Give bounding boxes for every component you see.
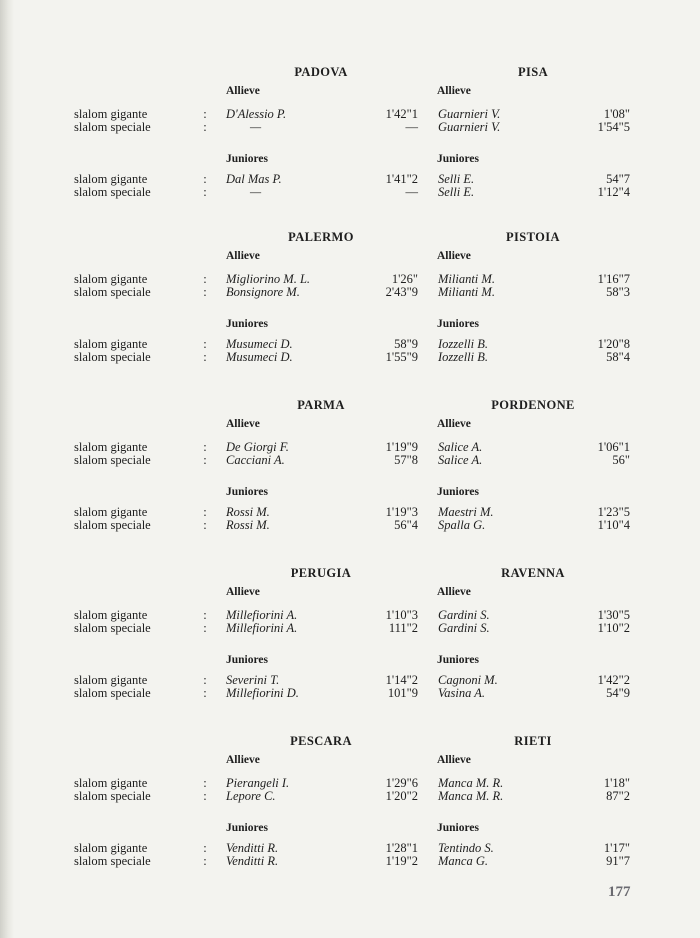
event-label: slalom speciale — [74, 518, 151, 532]
athlete-name: Millefiorini A. — [226, 608, 298, 622]
event-label: slalom gigante — [74, 505, 148, 519]
race-time: 1'08" — [603, 107, 630, 121]
separator: : — [203, 107, 207, 121]
athlete-name: D'Alessio P. — [226, 107, 287, 121]
athlete-name: Severini T. — [226, 673, 280, 687]
separator: : — [203, 686, 207, 700]
race-time: 56"4 — [394, 518, 418, 532]
race-time: — — [405, 185, 418, 199]
race-time: 1'30"5 — [597, 608, 630, 622]
category-juniores: Juniores — [437, 654, 479, 666]
athlete-name: Manca M. R. — [438, 776, 504, 790]
athlete-name: Selli E. — [438, 172, 475, 186]
event-label: slalom gigante — [74, 272, 148, 286]
race-time: 1'19"2 — [385, 854, 418, 868]
event-label: slalom gigante — [74, 776, 148, 790]
race-time: 1'18" — [603, 776, 630, 790]
event-label: slalom gigante — [74, 107, 148, 121]
event-label: slalom speciale — [74, 621, 151, 635]
separator: : — [203, 337, 207, 351]
race-time: 1'06"1 — [597, 440, 630, 454]
athlete-name: Gardini S. — [438, 608, 490, 622]
athlete-name: Migliorino M. L. — [226, 272, 311, 286]
results-section — [0, 65, 700, 230]
race-time: 57"8 — [394, 453, 418, 467]
race-time: 1'42"2 — [597, 673, 630, 687]
race-time: 58"3 — [606, 285, 630, 299]
athlete-name: Salice A. — [438, 440, 483, 454]
city-heading: PORDENONE — [491, 398, 575, 412]
result-row — [0, 186, 700, 199]
race-time: 111"2 — [388, 621, 418, 635]
race-time: 1'26" — [391, 272, 418, 286]
race-time: 1'55"9 — [385, 350, 418, 364]
athlete-name: Millefiorini D. — [226, 686, 299, 700]
results-section — [0, 566, 700, 731]
city-heading: PADOVA — [294, 65, 348, 79]
result-row — [0, 622, 700, 635]
race-time: 1'17" — [603, 841, 630, 855]
athlete-name: Iozzelli B. — [438, 350, 488, 364]
separator: : — [203, 789, 207, 803]
category-juniores: Juniores — [437, 318, 479, 330]
results-section — [0, 734, 700, 899]
separator: : — [203, 172, 207, 186]
results-section — [0, 230, 700, 395]
result-row — [0, 286, 700, 299]
event-label: slalom gigante — [74, 841, 148, 855]
athlete-name: Bonsignore M. — [226, 285, 300, 299]
result-row — [0, 121, 700, 134]
athlete-name: Spalla G. — [438, 518, 486, 532]
city-heading: RIETI — [514, 734, 552, 748]
event-label: slalom gigante — [74, 608, 148, 622]
category-allieve: Allieve — [437, 418, 471, 430]
separator: : — [203, 776, 207, 790]
race-time: 87"2 — [606, 789, 630, 803]
category-allieve: Allieve — [226, 418, 260, 430]
race-time: 1'20"2 — [385, 789, 418, 803]
event-label: slalom speciale — [74, 185, 151, 199]
category-juniores: Juniores — [226, 153, 268, 165]
race-time: 58"9 — [394, 337, 418, 351]
category-allieve: Allieve — [226, 586, 260, 598]
city-heading: PERUGIA — [290, 566, 352, 580]
athlete-name: Musumeci D. — [226, 337, 293, 351]
athlete-name: Cagnoni M. — [438, 673, 498, 687]
athlete-name: Pierangeli I. — [226, 776, 290, 790]
result-row — [0, 855, 700, 868]
athlete-name: Iozzelli B. — [438, 337, 488, 351]
category-juniores: Juniores — [226, 486, 268, 498]
athlete-name: Dal Mas P. — [226, 172, 282, 186]
event-label: slalom speciale — [74, 350, 151, 364]
event-label: slalom speciale — [74, 120, 151, 134]
event-label: slalom speciale — [74, 686, 151, 700]
category-juniores: Juniores — [437, 822, 479, 834]
athlete-name: Gardini S. — [438, 621, 490, 635]
result-row — [0, 454, 700, 467]
separator: : — [203, 350, 207, 364]
race-time: 101"9 — [387, 686, 418, 700]
athlete-name: Salice A. — [438, 453, 483, 467]
race-time: 1'10"3 — [385, 608, 418, 622]
race-time: 1'10"2 — [597, 621, 630, 635]
page-number: 177 — [608, 884, 631, 900]
race-time: 1'29"6 — [385, 776, 418, 790]
race-time: 91"7 — [606, 854, 630, 868]
category-juniores: Juniores — [226, 822, 268, 834]
athlete-name: Vasina A. — [438, 686, 485, 700]
athlete-name: Rossi M. — [226, 518, 270, 532]
event-label: slalom speciale — [74, 285, 151, 299]
separator: : — [203, 518, 207, 532]
separator: : — [203, 505, 207, 519]
athlete-name: Selli E. — [438, 185, 475, 199]
race-time: 1'16"7 — [597, 272, 630, 286]
separator: : — [203, 673, 207, 687]
athlete-name: Milianti M. — [438, 272, 495, 286]
separator: : — [203, 272, 207, 286]
athlete-name: Guarnieri V. — [438, 120, 501, 134]
separator: : — [203, 621, 207, 635]
separator: : — [203, 440, 207, 454]
category-allieve: Allieve — [437, 250, 471, 262]
category-juniores: Juniores — [226, 318, 268, 330]
event-label: slalom gigante — [74, 337, 148, 351]
race-time: 1'14"2 — [385, 673, 418, 687]
race-time: 1'42"1 — [385, 107, 418, 121]
race-time: — — [405, 120, 418, 134]
athlete-name: Tentindo S. — [438, 841, 494, 855]
event-label: slalom speciale — [74, 854, 151, 868]
category-allieve: Allieve — [437, 85, 471, 97]
event-label: slalom gigante — [74, 440, 148, 454]
race-time: 1'23"5 — [597, 505, 630, 519]
city-heading: PARMA — [297, 398, 345, 412]
athlete-name: Rossi M. — [226, 505, 270, 519]
race-time: 1'10"4 — [597, 518, 630, 532]
athlete-name: Millefiorini A. — [226, 621, 298, 635]
athlete-name: Cacciani A. — [226, 453, 285, 467]
category-allieve: Allieve — [226, 754, 260, 766]
separator: : — [203, 854, 207, 868]
athlete-name: Guarnieri V. — [438, 107, 501, 121]
race-time: 54"9 — [606, 686, 630, 700]
race-time: 1'28"1 — [385, 841, 418, 855]
event-label: slalom speciale — [74, 789, 151, 803]
athlete-name: Milianti M. — [438, 285, 495, 299]
event-label: slalom gigante — [74, 673, 148, 687]
race-time: 58"4 — [606, 350, 630, 364]
athlete-name: Venditti R. — [226, 841, 279, 855]
event-label: slalom gigante — [74, 172, 148, 186]
separator: : — [203, 285, 207, 299]
athlete-name: Manca G. — [438, 854, 488, 868]
category-allieve: Allieve — [437, 754, 471, 766]
event-label: slalom speciale — [74, 453, 151, 467]
result-row — [0, 687, 700, 700]
city-heading: PALERMO — [288, 230, 354, 244]
separator: : — [203, 841, 207, 855]
result-row — [0, 519, 700, 532]
athlete-name: Maestri M. — [438, 505, 494, 519]
category-allieve: Allieve — [226, 250, 260, 262]
athlete-name: De Giorgi F. — [226, 440, 289, 454]
race-time: 54"7 — [606, 172, 630, 186]
city-heading: RAVENNA — [501, 566, 565, 580]
race-time: 1'12"4 — [597, 185, 630, 199]
result-row — [0, 790, 700, 803]
city-heading: PISA — [517, 65, 549, 79]
athlete-name: — — [250, 185, 262, 199]
separator: : — [203, 120, 207, 134]
separator: : — [203, 608, 207, 622]
results-section — [0, 398, 700, 563]
race-time: 56" — [612, 453, 630, 467]
athlete-name: Musumeci D. — [226, 350, 293, 364]
race-time: 1'19"3 — [385, 505, 418, 519]
category-juniores: Juniores — [437, 486, 479, 498]
result-row — [0, 351, 700, 364]
city-heading: PISTOIA — [506, 230, 560, 244]
separator: : — [203, 185, 207, 199]
race-time: 1'19"9 — [385, 440, 418, 454]
athlete-name: Manca M. R. — [438, 789, 504, 803]
athlete-name: — — [250, 120, 262, 134]
separator: : — [203, 453, 207, 467]
race-time: 1'54"5 — [597, 120, 630, 134]
race-time: 2'43"9 — [385, 285, 418, 299]
category-allieve: Allieve — [226, 85, 260, 97]
category-allieve: Allieve — [437, 586, 471, 598]
athlete-name: Venditti R. — [226, 854, 279, 868]
category-juniores: Juniores — [437, 153, 479, 165]
athlete-name: Lepore C. — [226, 789, 276, 803]
race-time: 1'20"8 — [597, 337, 630, 351]
race-time: 1'41"2 — [385, 172, 418, 186]
city-heading: PESCARA — [290, 734, 352, 748]
category-juniores: Juniores — [226, 654, 268, 666]
